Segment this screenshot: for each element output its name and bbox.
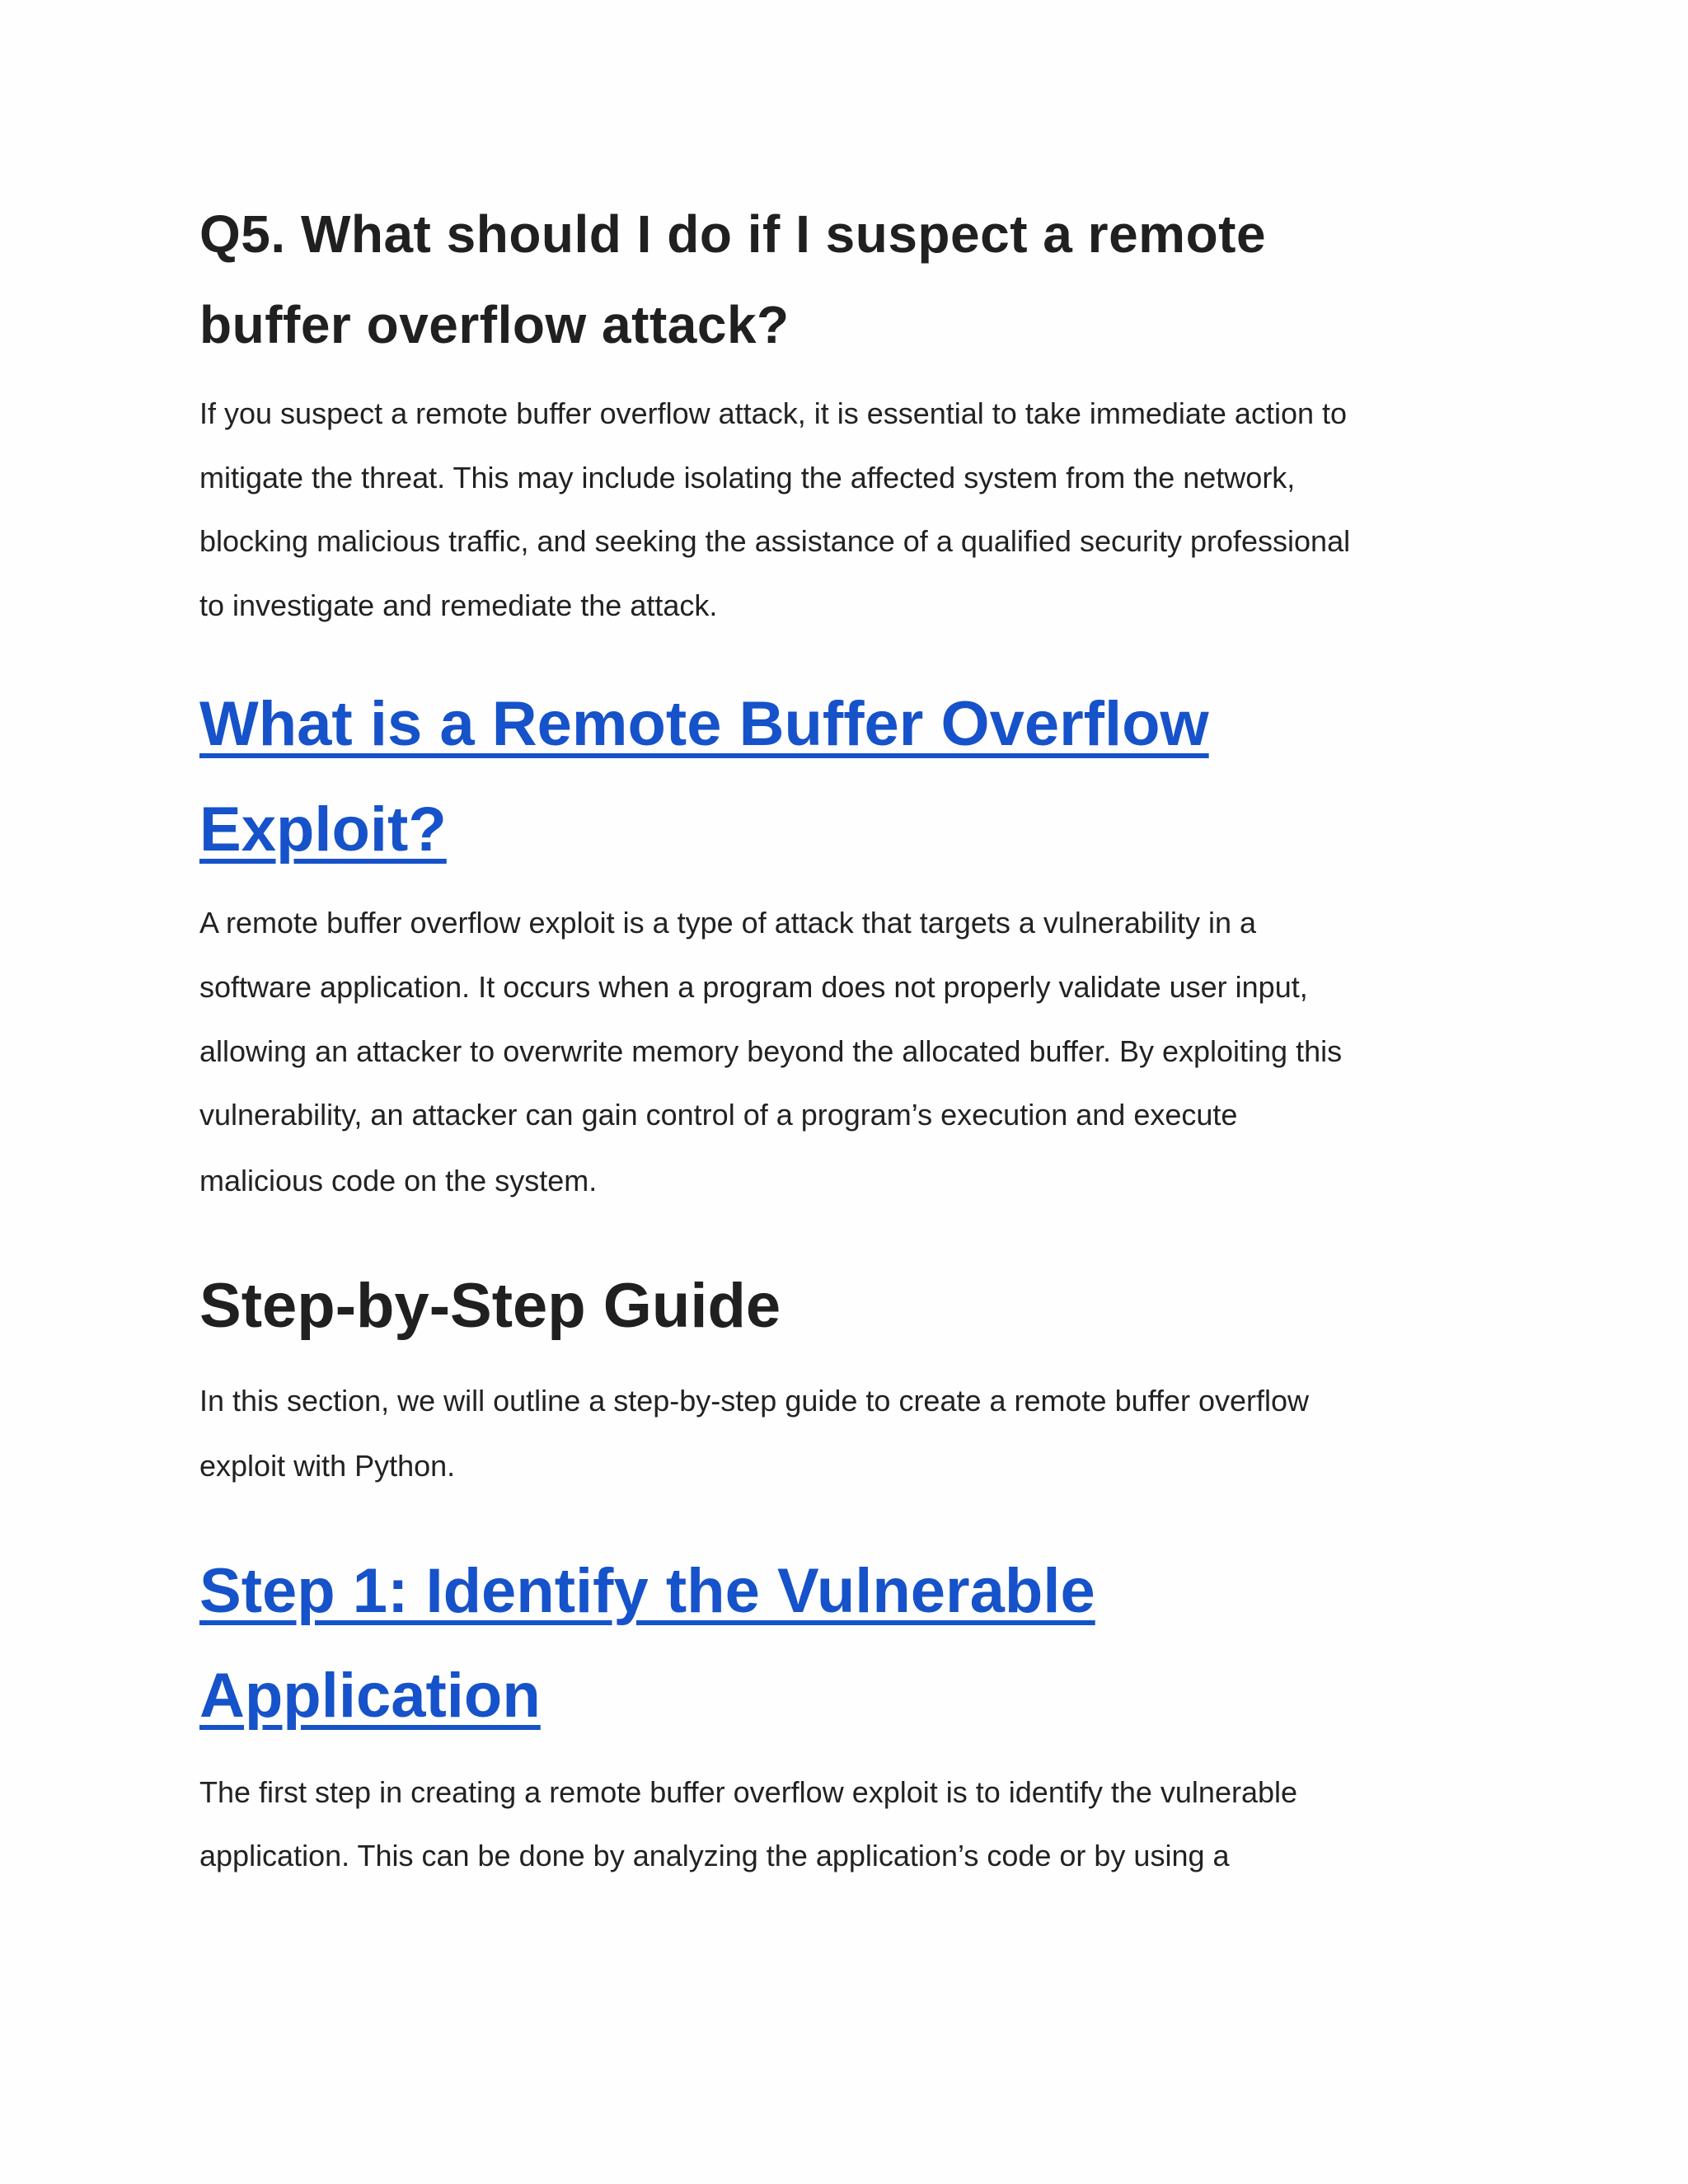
paragraph-line: software application. It occurs when a program does not properly validate user input,: [199, 970, 1308, 1004]
paragraph-line: malicious code on the system.: [199, 1164, 598, 1197]
paragraph-line: exploit with Python.: [199, 1449, 456, 1483]
paragraph-line: blocking malicious traffic, and seeking the assistance of a qualified security professional: [199, 524, 1351, 558]
paragraph-line: allowing an attacker to overwrite memory beyond the allocated buffer. By exploiting this: [199, 1034, 1343, 1068]
paragraph-line: application. This can be done by analyzing the application’s code or by using a: [199, 1839, 1230, 1872]
paragraph-line: A remote buffer overflow exploit is a type of attack that targets a vulnerability in a: [199, 906, 1257, 940]
q5-heading-line: Q5. What should I do if I suspect a remote: [199, 204, 1267, 264]
guide-heading-text: Step-by-Step Guide: [199, 1271, 781, 1341]
paragraph-line: If you suspect a remote buffer overflow attack, it is essential to take immediate action to: [199, 396, 1348, 430]
q5-heading-line: buffer overflow attack?: [199, 295, 790, 354]
step1-heading-link-line[interactable]: Application: [199, 1661, 541, 1731]
paragraph-line: vulnerability, an attacker can gain control of a program’s execution and execute: [199, 1098, 1238, 1132]
what-is-heading-link-line[interactable]: Exploit?: [199, 794, 447, 865]
step1-heading-link-line[interactable]: Step 1: Identify the Vulnerable: [199, 1556, 1095, 1626]
paragraph-line: to investigate and remediate the attack.: [199, 588, 718, 622]
paragraph-line: mitigate the threat. This may include isolating the affected system from the network,: [199, 461, 1296, 494]
paragraph-line: The first step in creating a remote buffer overflow exploit is to identify the vulnerable: [199, 1775, 1298, 1809]
what-is-heading-link-line[interactable]: What is a Remote Buffer Overflow: [199, 689, 1209, 759]
paragraph-line: In this section, we will outline a step-by-step guide to create a remote buffer overflow: [199, 1384, 1310, 1418]
